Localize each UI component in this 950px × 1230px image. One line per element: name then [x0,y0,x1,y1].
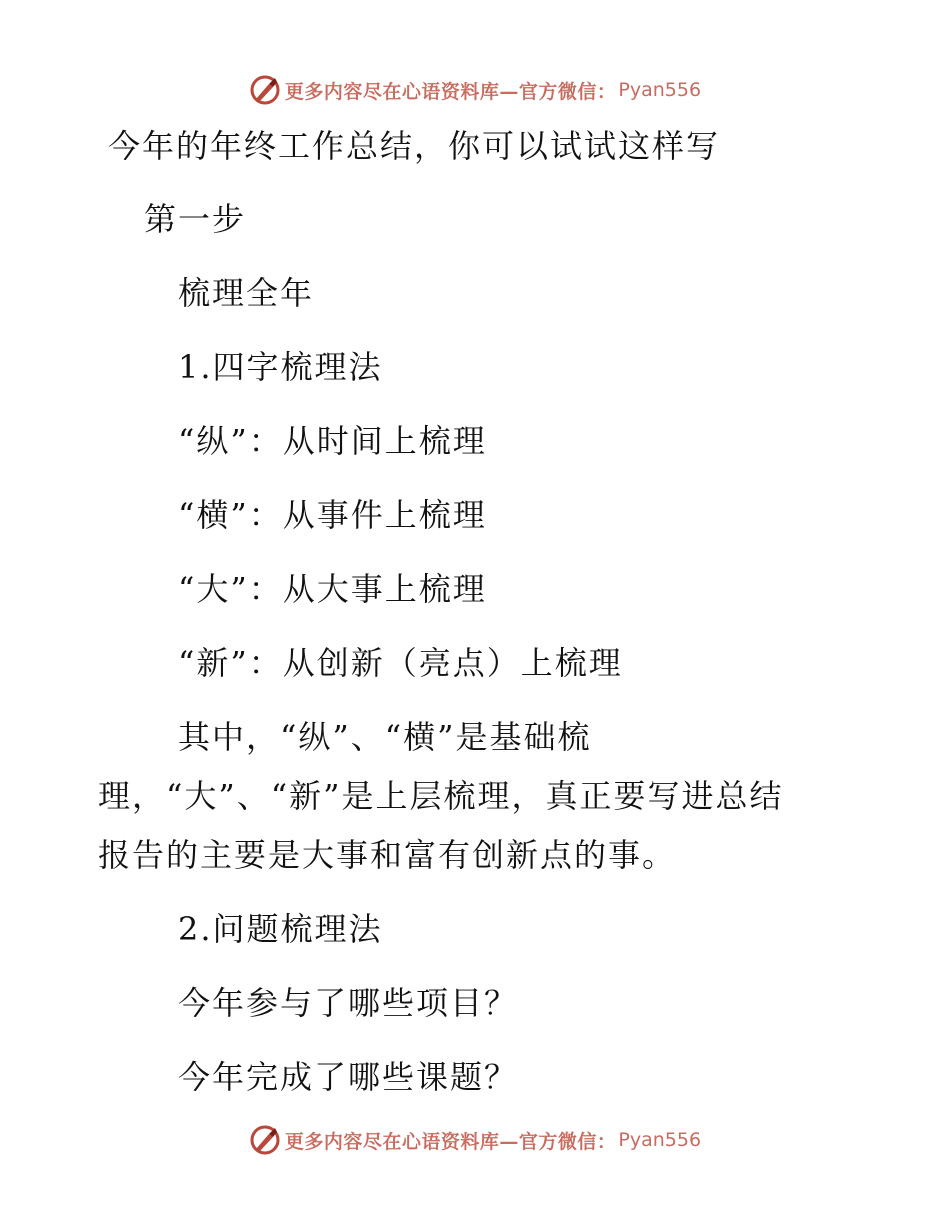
section-heading: 梳理全年 [178,274,315,312]
watermark-wechat: Pyan556 [618,79,702,101]
paragraph-line-1: 其中，“纵”、“横”是基础梳 [178,718,592,756]
list-item-zong: “纵”：从时间上梳理 [178,422,487,460]
watermark-header [0,70,950,110]
pen-logo-icon [249,74,281,106]
paragraph-line-3: 报告的主要是大事和富有创新点的事。 [98,836,677,874]
watermark-text: 更多内容尽在心语资料库—官方微信： [284,1130,617,1153]
paragraph-line-2: 理，“大”、“新”是上层梳理，真正要写进总结 [98,777,784,815]
question-2: 今年完成了哪些课题？ [178,1058,519,1096]
watermark-text: 更多内容尽在心语资料库—官方微信： [284,80,617,103]
list-item-xin: “新”：从创新（亮点）上梳理 [178,644,623,682]
list-item-da: “大”：从大事上梳理 [178,570,487,608]
question-1: 今年参与了哪些项目？ [178,984,519,1022]
watermark-wechat: Pyan556 [618,1129,702,1151]
watermark-footer [0,1120,950,1160]
document-title: 今年的年终工作总结，你可以试试这样写 [108,127,721,165]
list-item-heng: “横”：从事件上梳理 [178,496,487,534]
step-label: 第一步 [144,200,247,238]
pen-logo-icon [249,1124,281,1156]
method-heading-2: 2.问题梳理法 [178,910,383,948]
method-heading-1: 1.四字梳理法 [178,348,383,386]
